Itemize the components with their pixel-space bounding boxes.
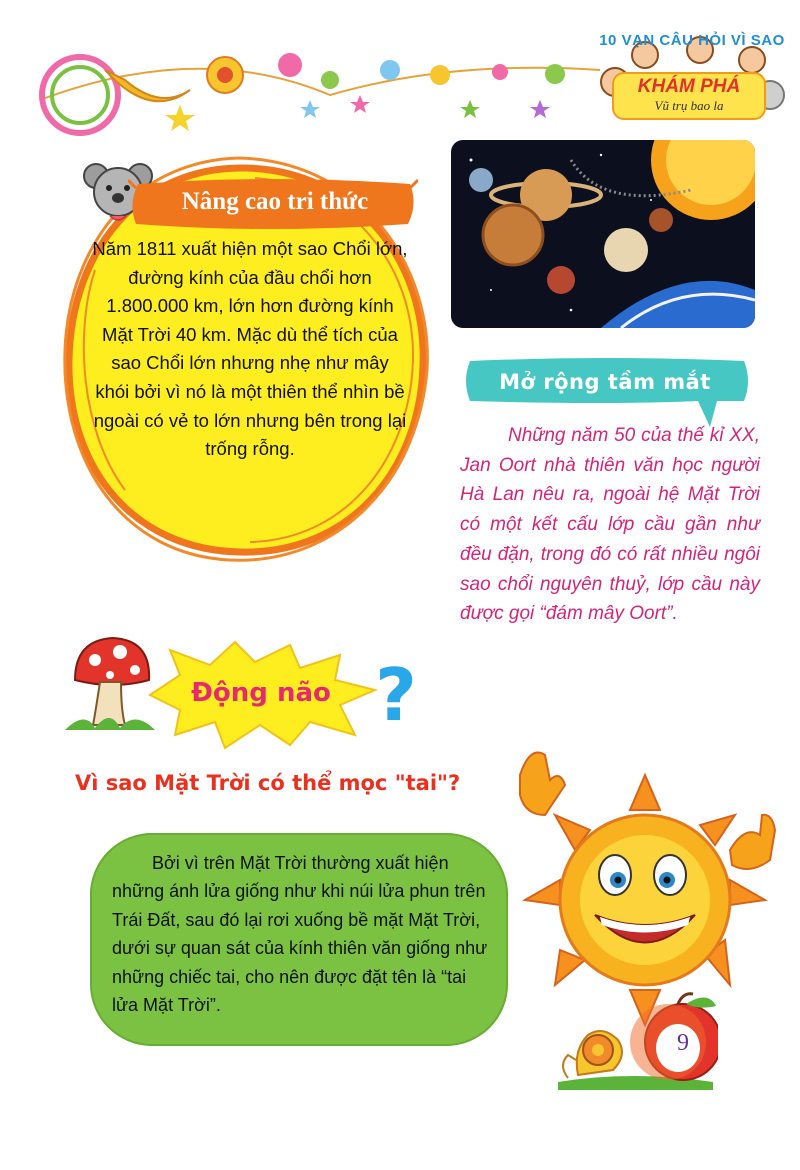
question-mark-icon: ? [375, 653, 417, 737]
knowledge-text: Năm 1811 xuất hiện một sao Chổi lớn, đường kính của đầu chổi hơn 1.800.000 km, lớn hơn đường kính Mặt Trời 40 km. Mặc dù thể tích của sao Chổi lớn nhưng nhẹ như mây khói bởi vì nó là một thiên thể nhìn bề ngoài có vẻ to lớn nhưng bên trong lại trống rỗng. [92, 238, 408, 460]
page-number: 9 [677, 1030, 689, 1056]
series-title: 10 VẠN CÂU HỎI VÌ SAO [599, 32, 785, 49]
expand-paragraph: Những năm 50 của thế kỉ XX, Jan Oort nhà thiên văn học người Hà Lan nêu ra, ngoài hệ Mặt Trời có một kết cấu lớp cầu gần như đều đặn, trong đó có rất nhiều ngôi sao chổi nguyên thuỷ, lớp cầu này được gọi “đám mây Oort”. [460, 425, 760, 625]
answer-text [112, 849, 492, 1019]
expand-text [460, 421, 760, 629]
brand-subtitle: Vũ trụ bao la [654, 98, 724, 113]
brand-title: KHÁM PHÁ [637, 76, 741, 97]
brand-badge [612, 72, 766, 120]
expand-title: Mở rộng tầm mắt [499, 370, 711, 394]
space-image [451, 140, 755, 328]
brainstorm-title: Động não [191, 678, 331, 708]
answer-paragraph: Bởi vì trên Mặt Trời thường xuất hiện những ánh lửa giống như khi núi lửa phun trên Trái Đất, sau đó lại rơi xuống bề mặt Mặt Trời, dưới sự quan sát của kính thiên văn giống như những chiếc tai, cho nên được đặt tên là “tai lửa Mặt Trời”. [112, 853, 488, 1016]
question-text: Vì sao Mặt Trời có thể mọc "tai"? [75, 771, 461, 795]
knowledge-title: Nâng cao tri thức [181, 188, 369, 215]
